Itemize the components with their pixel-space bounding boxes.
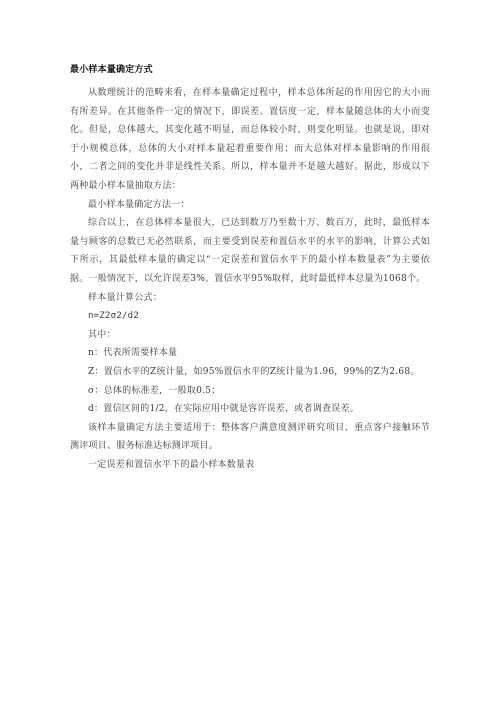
definition-d: d：置信区间的1/2，在实际应用中就是容许误差，或者调查误差。: [88, 404, 359, 415]
paragraph-applicability: 该样本量确定方法主要适用于：整体客户满意度测评研究项目、重点客户接触环节测评项目、服务标准达标测评项目。: [70, 422, 430, 452]
method-one-heading: 最小样本量确定方法一：: [88, 199, 190, 210]
page-title: 最小样本量确定方式: [70, 65, 153, 75]
definition-z: Z：置信水平的Z统计量，如95%置信水平的Z统计量为1.96，99%的Z为2.68。: [88, 366, 420, 377]
table-caption: 一定误差和置信水平下的最小样本数量表: [88, 459, 255, 470]
formula-label: 样本量计算公式：: [88, 292, 163, 303]
document-body: [70, 84, 430, 474]
formula: n=Z2σ2/d2: [88, 311, 140, 322]
where-label: 其中：: [88, 329, 116, 340]
paragraph-method-one: 综合以上，在总体样本量很大，已达到数万乃至数十万、数百万，此时，最低样本量与顾客的总数已无必然联系，而主要受到误差和置信水平的水平的影响，计算公式如下所示，其最低样本量的确定以“一定误差和置信水平下的最小样本数量表”为主要依据。一般情况下，以允许误差3%、置信水平95%取样，此时最低样本总量为1068个。: [70, 218, 430, 284]
paragraph-intro: 从数理统计的范畴来看，在样本量确定过程中，样本总体所起的作用因它的大小而有所差异。在其他条件一定的情况下，即误差、置信度一定，样本量随总体的大小而变化。但是，总体越大，其变化越不明显，而总体较小时，则变化明显。也就是说，即对于小规模总体，总体的大小对样本量起着重要作用；而大总体对样本量影响的作用很小，二者之间的变化并非是线性关系。所以，样本量并不是越大越好。据此，形成以下两种最小样本量抽取方法：: [70, 88, 430, 191]
definition-sigma: σ：总体的标准差，一般取0.5；: [88, 385, 221, 396]
definition-n: n：代表所需要样本量: [88, 348, 178, 359]
